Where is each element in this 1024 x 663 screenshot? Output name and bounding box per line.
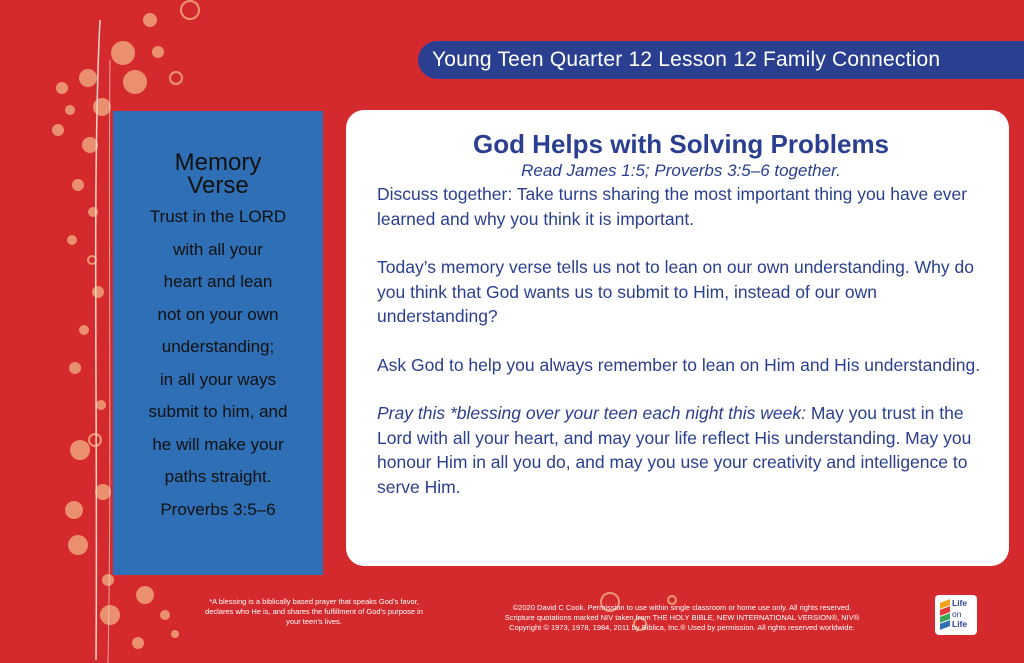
blessing-footnote: *A blessing is a biblically based prayer that speaks God’s favor, declares who He is, and shares the fulfillment of God’s purpose in your teen’s lives. (205, 597, 423, 626)
lesson-card (346, 110, 1009, 566)
lesson-banner: Young Teen Quarter 12 Lesson 12 Family Connection (418, 41, 1024, 79)
lesson-title: God Helps with Solving Problems (472, 129, 890, 159)
verse-line: with all your (173, 239, 263, 259)
verse-line: submit to him, and (148, 402, 288, 421)
life-on-life-logo (935, 595, 977, 635)
copyright-line: ©2020 David C Cook. Permission to use within single classroom or home use only. All rights reserved. (512, 603, 852, 612)
verse-line: not on your own (157, 304, 279, 324)
memory-verse-text (113, 201, 323, 526)
memory-verse-paragraph: Today’s memory verse tells us not to lean on our own understanding. Why do you think that God wants us to submit to Him, instead of our own understanding? (377, 257, 974, 326)
memory-verse-title (113, 151, 323, 197)
lesson-subtitle: Read James 1:5; Proverbs 3:5–6 together. (521, 161, 841, 180)
copyright-line: Copyright © 1973, 1978, 1984, 2011 by Biblica, Inc.® Used by permission. All rights reserved worldwide. (509, 623, 855, 632)
logo-text (952, 598, 976, 630)
verse-line: he will make your (152, 434, 284, 454)
logo-stripes-icon (940, 601, 950, 629)
verse-reference: Proverbs 3:5–6 (160, 499, 276, 519)
memory-verse-box (113, 111, 323, 575)
verse-line: understanding; (161, 337, 275, 356)
verse-line: in all your ways (159, 369, 277, 389)
blessing-intro: Pray this *blessing over your teen each night this week: (377, 403, 806, 423)
logo-text-line: Life (952, 619, 968, 629)
memory-verse-title-line1: Memory (174, 149, 262, 176)
discussion-paragraph: Discuss together: Take turns sharing the most important thing you have ever learned and why you think it is important. (377, 184, 968, 229)
copyright-notice (446, 603, 918, 633)
logo-text-line: on (952, 608, 962, 619)
verse-line: paths straight. (164, 467, 272, 486)
verse-line: Trust in the LORD (149, 207, 287, 226)
prayer-request-paragraph: Ask God to help you always remember to lean on Him and His understanding. (377, 354, 981, 375)
logo-text-line: Life (952, 598, 968, 608)
verse-line: heart and lean (163, 272, 273, 291)
copyright-line: Scripture quotations marked NIV taken from THE HOLY BIBLE, NEW INTERNATIONAL VERSION®, NIV® (504, 613, 860, 622)
blessing-text: May you trust in the Lord with all your heart, and may your life reflect His understanding. May you honour Him in all you do, and may you use your creativity and intelligence to serve Him. (377, 403, 972, 497)
blessing-paragraph (377, 401, 985, 499)
memory-verse-title-line2: Verse (187, 172, 249, 199)
